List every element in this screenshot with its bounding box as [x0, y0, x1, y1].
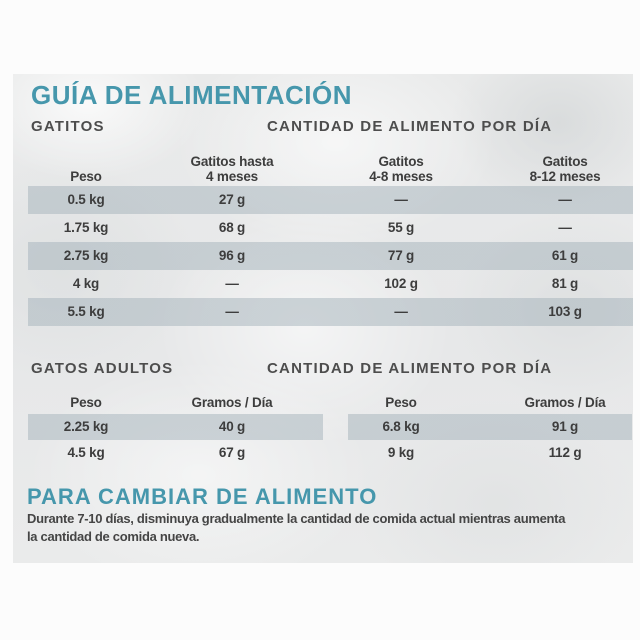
table-cell: 27 g — [218, 192, 246, 207]
column-header-peso — [13, 150, 159, 186]
table-row — [13, 414, 633, 440]
kittens-amount-per-day-heading: CANTIDAD DE ALIMENTO POR DÍA — [267, 118, 553, 135]
table-row — [13, 440, 633, 466]
photo-background-panel — [13, 74, 633, 563]
column-header-peso — [305, 390, 497, 414]
table-cell: 61 g — [551, 248, 579, 263]
page-title: GUÍA DE ALIMENTACIÓN — [31, 80, 353, 110]
table-cell: 68 g — [218, 220, 246, 235]
column-header-line: Gramos / Día — [191, 395, 273, 410]
table-row — [13, 298, 633, 326]
column-header-peso — [13, 390, 159, 414]
table-cell: — — [558, 220, 572, 235]
table-cell: 81 g — [551, 276, 579, 291]
column-header-hasta-4-meses — [159, 150, 305, 186]
table-cell: 0.5 kg — [67, 192, 105, 207]
column-header-line: Gatitos — [542, 154, 588, 169]
column-header-line: 8-12 meses — [529, 169, 601, 184]
column-header-line: 4 meses — [206, 169, 258, 184]
column-header-line: 4-8 meses — [369, 169, 433, 184]
table-row — [13, 214, 633, 242]
table-cell: 5.5 kg — [67, 304, 105, 319]
table-cell: 1.75 kg — [63, 220, 109, 235]
table-cell: 102 g — [384, 276, 418, 291]
column-header-line: Peso — [70, 169, 102, 184]
table-cell: 96 g — [218, 248, 246, 263]
adults-amount-per-day-heading: CANTIDAD DE ALIMENTO POR DÍA — [267, 360, 553, 377]
table-cell: 4 kg — [72, 276, 100, 291]
column-header-line: Peso — [70, 395, 102, 410]
table-cell: 112 g — [548, 445, 582, 460]
table-cell: — — [225, 276, 239, 291]
table-cell: — — [225, 304, 239, 319]
table-cell: 67 g — [218, 445, 246, 460]
table-cell: 4.5 kg — [67, 445, 105, 460]
table-cell: 6.8 kg — [382, 419, 420, 434]
column-header-8-12-meses — [497, 150, 633, 186]
column-header-4-8-meses — [305, 150, 497, 186]
table-cell: 9 kg — [387, 445, 415, 460]
kittens-section-heading: GATITOS — [31, 118, 105, 135]
kittens-table-header-row — [13, 150, 633, 186]
kittens-feeding-table — [13, 150, 633, 326]
column-header-gramos-dia — [497, 390, 633, 414]
column-header-gramos-dia — [159, 390, 305, 414]
table-cell: — — [558, 192, 572, 207]
food-transition-heading: PARA CAMBIAR DE ALIMENTO — [27, 484, 378, 509]
column-header-line: Gatitos — [378, 154, 424, 169]
table-cell: 103 g — [548, 304, 582, 319]
table-cell: — — [394, 192, 408, 207]
adults-table-header-row — [13, 390, 633, 414]
adults-section-heading: GATOS ADULTOS — [31, 360, 174, 377]
table-cell: 2.25 kg — [63, 419, 109, 434]
column-header-line: Gramos / Día — [524, 395, 606, 410]
table-row — [13, 186, 633, 214]
table-cell: 55 g — [387, 220, 415, 235]
table-cell: 2.75 kg — [63, 248, 109, 263]
table-cell: 77 g — [387, 248, 415, 263]
adults-feeding-table — [13, 390, 633, 466]
table-cell: 91 g — [551, 419, 579, 434]
table-cell: 40 g — [218, 419, 246, 434]
table-row — [13, 270, 633, 298]
column-header-line: Gatitos hasta — [190, 154, 274, 169]
column-header-line: Peso — [385, 395, 417, 410]
table-row — [13, 242, 633, 270]
food-transition-instructions: Durante 7-10 días, disminuya gradualmente la cantidad de comida actual mientras aumenta la cantidad de comida nueva. — [27, 511, 566, 544]
table-cell: — — [394, 304, 408, 319]
